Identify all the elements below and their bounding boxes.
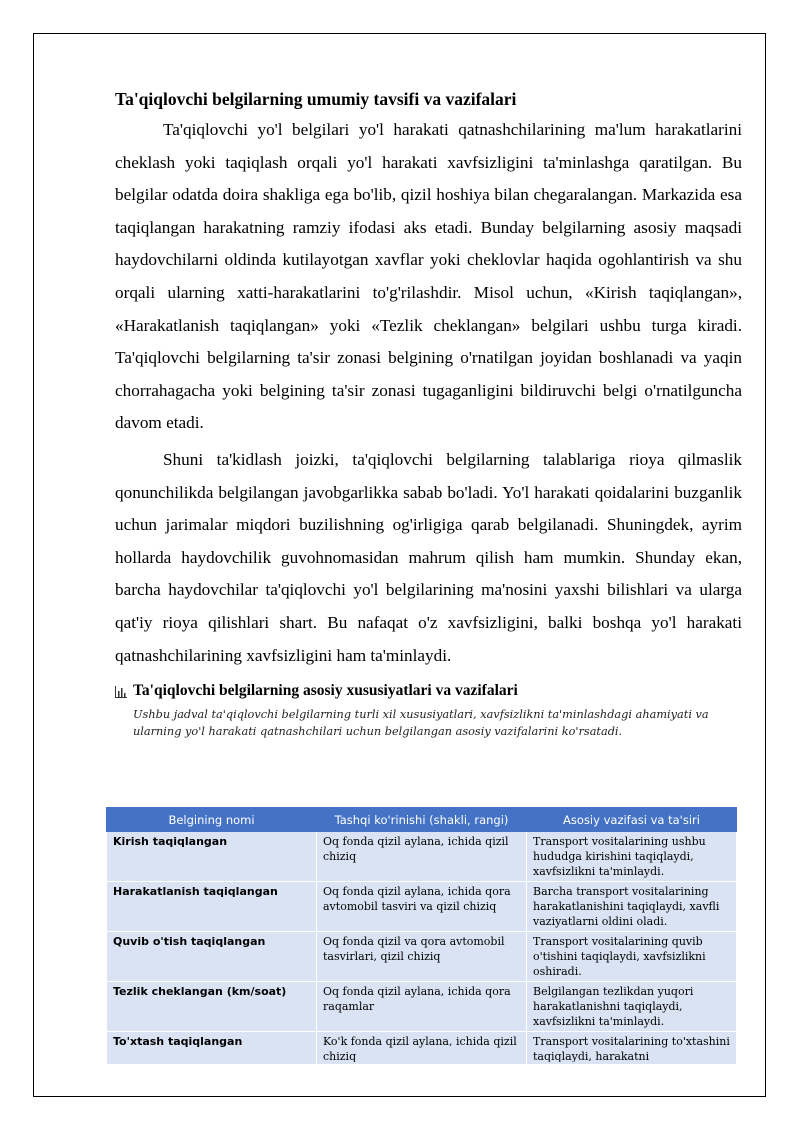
- document-body: [115, 86, 742, 740]
- cell-appearance: Oq fonda qizil va qora avtomobil tasvirlari, qizil chiziq: [317, 932, 527, 982]
- table-row: [107, 832, 737, 882]
- column-header-function: Asosiy vazifasi va ta'siri: [527, 808, 737, 832]
- cell-text: Transport vositalarining to'xtashini taqiqlaydi, harakatni: [533, 1035, 730, 1062]
- table-row: [107, 1032, 737, 1065]
- cell-sign-name: [107, 1032, 317, 1065]
- table-row: [107, 982, 737, 1032]
- table-title: Ta'qiqlovchi belgilarning asosiy xususiyatlari va vazifalari: [133, 682, 518, 700]
- cell-sign-name: Harakatlanish taqiqlangan: [107, 882, 317, 932]
- paragraph-1: Ta'qiqlovchi yo'l belgilari yo'l harakati qatnashchilarining ma'lum harakatlarini cheklash yoki taqiqlash orqali yo'l harakati xavfsizligini ta'minlashga qaratilgan. Bu belgilar odatda doira shakliga ega bo'lib, qizil hoshiya bilan chegaralangan. Markazida esa taqiqlangan harakatning ramziy ifodasi aks etadi. Bunday belgilarning asosiy maqsadi haydovchilarni oldinda kutilayotgan xavflar yoki cheklovlar haqida ogohlantirish va shu orqali ularning xatti-harakatlarini to'g'rilashdir. Misol uchun, «Kirish taqiqlangan», «Harakatlanish taqiqlangan» yoki «Tezlik cheklangan» belgilari ushbu turga kiradi. Ta'qiqlovchi belgilarning ta'sir zonasi belgining o'rnatilgan joyidan boshlanadi va yaqin chorrahagacha yoki belgining ta'sir zonasi tugaganligini bildiruvchi belgi o'rnatilguncha davom etadi.: [115, 120, 742, 433]
- cell-appearance: [317, 1032, 527, 1065]
- section-heading: Ta'qiqlovchi belgilarning umumiy tavsifi va vazifalari: [115, 89, 517, 109]
- cell-text: Ko'k fonda qizil aylana, ichida qizil chiziq: [323, 1035, 517, 1062]
- table-caption: Ushbu jadval ta'qiqlovchi belgilarning turli xil xususiyatlari, xavfsizlikni ta'minlashdagi ahamiyati va ularning yo'l harakati qatnashchilari uchun belgilangan asosiy vazifalarini ko'rsatadi.: [133, 708, 709, 739]
- cell-sign-name: Quvib o'tish taqiqlangan: [107, 932, 317, 982]
- paragraph-2: Shuni ta'kidlash joizki, ta'qiqlovchi belgilarning talablariga rioya qilmaslik qonunchilikda belgilangan javobgarlikka sabab bo'ladi. Yo'l harakati qoidalarini buzganlik uchun jarimalar miqdori buzilishning og'irligiga qarab belgilanadi. Shuningdek, ayrim hollarda haydovchilik guvohnomasidan mahrum qilish ham mumkin. Shunday ekan, barcha haydovchilar ta'qiqlovchi yo'l belgilarining ma'nosini yaxshi bilishlari va ularga qat'iy rioya qilishlari shart. Bu nafaqat o'z xavfsizligini, balki boshqa yo'l harakati qatnashchilarining xavfsizligini ham ta'minlaydi.: [115, 449, 742, 665]
- cell-function: Transport vositalarining ushbu hududga kirishini taqiqlaydi, xavfsizlikni ta'minlaydi.: [527, 832, 737, 882]
- cell-appearance: Oq fonda qizil aylana, ichida qizil chiziq: [317, 832, 527, 882]
- cell-appearance: Oq fonda qizil aylana, ichida qora raqamlar: [317, 982, 527, 1032]
- table-row: [107, 932, 737, 982]
- cell-function: Barcha transport vositalarining harakatlanishini taqiqlaydi, xavfli vaziyatlarni oldini oladi.: [527, 882, 737, 932]
- cell-function: Transport vositalarining quvib o'tishini taqiqlaydi, xavfsizlikni oshiradi.: [527, 932, 737, 982]
- signs-table: [106, 807, 737, 1065]
- cell-function: [527, 1032, 737, 1065]
- cell-text: To'xtash taqiqlangan: [113, 1035, 243, 1048]
- cell-sign-name: Tezlik cheklangan (km/soat): [107, 982, 317, 1032]
- column-header-appearance: Tashqi ko'rinishi (shakli, rangi): [317, 808, 527, 832]
- table-row: [107, 882, 737, 932]
- column-header-name: Belgining nomi: [107, 808, 317, 832]
- table-header-row: [107, 808, 737, 832]
- table-heading: [115, 680, 742, 702]
- bar-chart-icon: [115, 686, 127, 698]
- cell-appearance: Oq fonda qizil aylana, ichida qora avtomobil tasviri va qizil chiziq: [317, 882, 527, 932]
- cell-sign-name: Kirish taqiqlangan: [107, 832, 317, 882]
- cell-function: Belgilangan tezlikdan yuqori harakatlanishni taqiqlaydi, xavfsizlikni ta'minlaydi.: [527, 982, 737, 1032]
